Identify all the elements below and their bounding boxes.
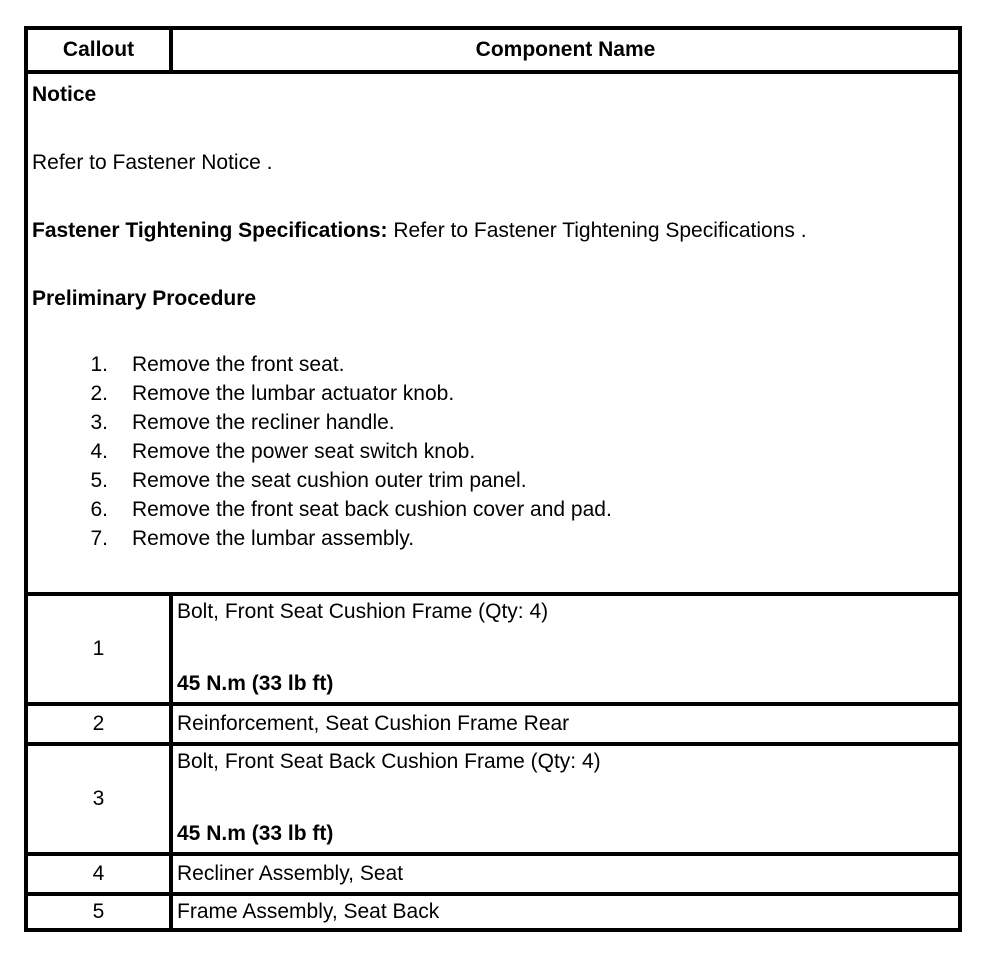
list-item: 1. Remove the front seat. <box>90 353 345 376</box>
table-row <box>24 702 962 742</box>
list-item: 7. Remove the lumbar assembly. <box>90 527 415 550</box>
callout-cell: 3 <box>28 746 173 852</box>
component-cell <box>173 596 958 702</box>
table-row <box>24 592 962 702</box>
component-name: Recliner Assembly, Seat <box>177 862 404 885</box>
callout-cell: 5 <box>28 896 173 928</box>
component-name: Reinforcement, Seat Cushion Frame Rear <box>177 712 570 735</box>
callout-cell: 1 <box>28 596 173 702</box>
notice-cell <box>28 74 958 592</box>
component-name: Bolt, Front Seat Cushion Frame (Qty: 4) <box>177 600 549 623</box>
list-item: 3. Remove the recliner handle. <box>90 411 395 434</box>
callout-cell: 2 <box>28 706 173 742</box>
list-item: 5. Remove the seat cushion outer trim panel. <box>90 469 527 492</box>
torque-spec: 45 N.m (33 lb ft) <box>177 672 334 695</box>
component-cell <box>173 746 958 852</box>
component-name: Frame Assembly, Seat Back <box>177 900 440 923</box>
procedure-title: Preliminary Procedure <box>32 287 257 310</box>
list-item: 2. Remove the lumbar actuator knob. <box>90 382 455 405</box>
spec-label: Fastener Tightening Specifications: <box>32 219 388 242</box>
list-item: 4. Remove the power seat switch knob. <box>90 440 476 463</box>
spec-line <box>32 214 958 248</box>
table-header-row <box>24 26 962 70</box>
component-name: Bolt, Front Seat Back Cushion Frame (Qty: 4) <box>177 750 601 773</box>
list-item: 6. Remove the front seat back cushion cover and pad. <box>90 498 612 521</box>
table-row <box>24 892 962 932</box>
torque-spec: 45 N.m (33 lb ft) <box>177 822 334 845</box>
notice-row <box>24 70 962 592</box>
notice-title: Notice <box>32 83 97 106</box>
callout-header: Callout <box>28 30 173 70</box>
table-row <box>24 742 962 852</box>
callout-cell: 4 <box>28 856 173 892</box>
component-table <box>24 26 962 932</box>
fastener-notice-text: Refer to Fastener Notice . <box>32 151 273 174</box>
table-row <box>24 852 962 892</box>
procedure-steps <box>32 350 958 553</box>
component-name-header: Component Name <box>475 38 656 61</box>
spec-text: Refer to Fastener Tightening Specifications . <box>387 219 807 242</box>
